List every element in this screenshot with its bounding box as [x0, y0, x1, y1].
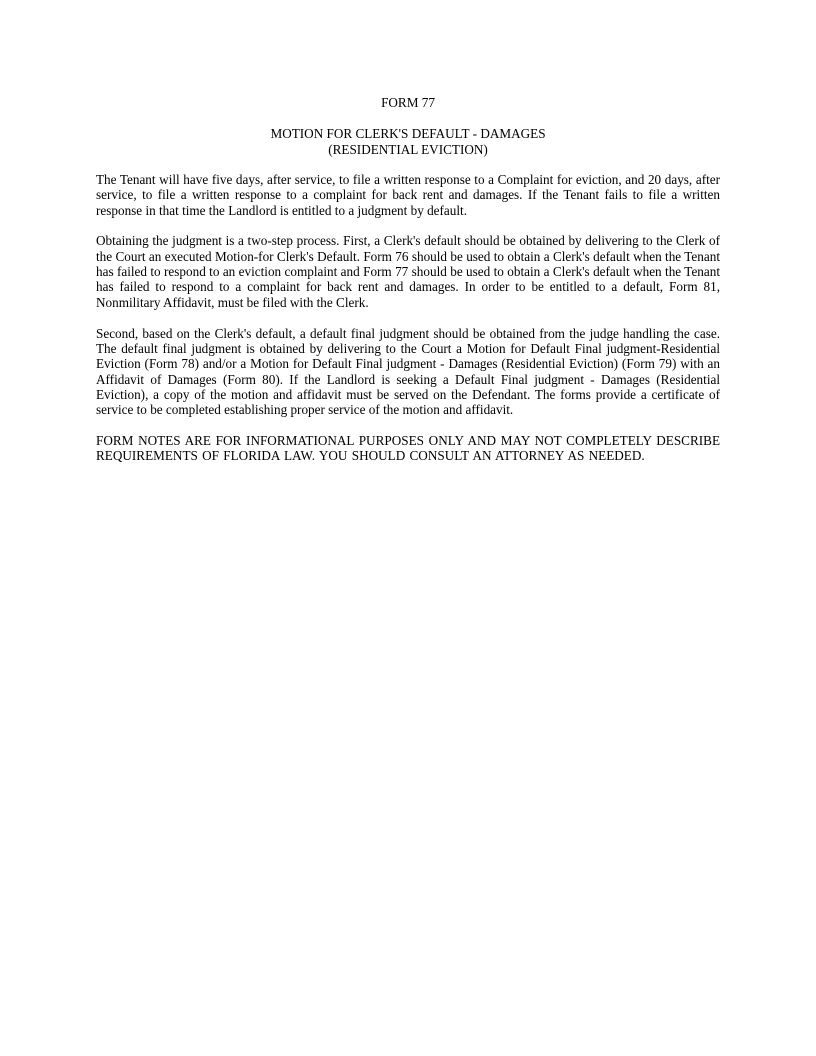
document-subtitle: (RESIDENTIAL EVICTION)	[328, 141, 488, 157]
paragraph-clerks-default: Obtaining the judgment is a two-step process. First, a Clerk's default should be obtained by delivering to the Clerk of the Court an executed Motion-for Clerk's Default. Form 76 should be used to obtain a Clerk's default when the Tenant has failed to respond to an eviction complaint and Form 77 should be used to obtain a Clerk's default when the Tenant has failed to respond to a complaint for back rent and damages. In order to be entitled to a default, Form 81, Nonmilitary Affidavit, must be filed with the Clerk.	[96, 233, 720, 310]
paragraph-default-final-judgment: Second, based on the Clerk's default, a default final judgment should be obtained from the judge handling the case. The default final judgment is obtained by delivering to the Court a Motion for Default Final judgment-Residential Eviction (Form 78) and/or a Motion for Default Final judgment - Damages (Residential Eviction) (Form 79) with an Affidavit of Damages (Form 80). If the Landlord is seeking a Default Final judgment - Damages (Residential Eviction), a copy of the motion and affidavit must be served on the Defendant. The forms provide a certificate of service to be completed establishing proper service of the motion and affidavit.	[96, 325, 720, 418]
document-title: MOTION FOR CLERK'S DEFAULT - DAMAGES	[270, 126, 546, 142]
legal-notice: FORM NOTES ARE FOR INFORMATIONAL PURPOSES ONLY AND MAY NOT COMPLETELY DESCRIBE REQUIREMENTS OF FLORIDA LAW. YOU SHOULD CONSULT AN ATTORNEY AS NEEDED.	[96, 433, 720, 464]
document-page	[96, 95, 720, 464]
form-number: FORM 77	[381, 95, 435, 110]
paragraph-response-period: The Tenant will have five days, after service, to file a written response to a Complaint for eviction, and 20 days, after service, to file a written response to a complaint for back rent and damages. If the Tenant fails to file a written response in that time the Landlord is entitled to a judgment by default.	[96, 172, 720, 218]
